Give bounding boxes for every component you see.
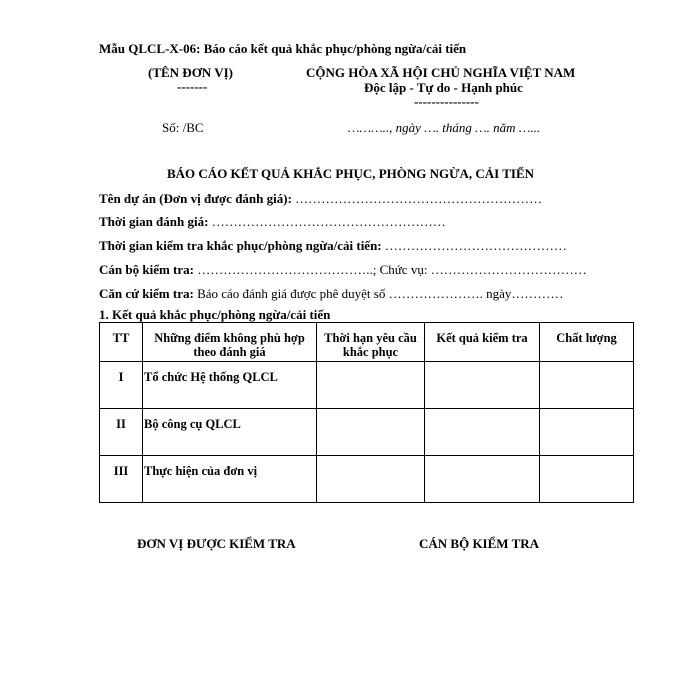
row-number: I <box>100 362 143 409</box>
signature-left: ĐƠN VỊ ĐƯỢC KIỂM TRA <box>137 536 296 551</box>
signature-right: CÁN BỘ KIỂM TRA <box>419 536 540 551</box>
column-header-nonconformity: Những điểm không phù hợp theo đánh giá <box>143 323 317 362</box>
row-item: Thực hiện của đơn vị <box>143 456 317 503</box>
eval-time-dots: ……………………………………………… <box>208 214 446 229</box>
row-item: Tổ chức Hệ thống QLCL <box>143 362 317 409</box>
result-cell[interactable] <box>425 456 540 503</box>
project-field <box>99 191 542 207</box>
table-row <box>100 409 634 456</box>
basis-label: Căn cứ kiểm tra: <box>99 286 194 301</box>
position-label: Chức vụ: <box>376 262 428 277</box>
position-dots: ……………………………… <box>427 262 587 277</box>
inspector-label: Cán bộ kiểm tra: <box>99 262 194 277</box>
eval-time-field <box>99 214 446 230</box>
eval-time-label: Thời gian đánh giá: <box>99 214 209 229</box>
check-time-field <box>99 238 567 254</box>
table-row <box>100 362 634 409</box>
row-number: III <box>100 456 143 503</box>
inspector-field <box>99 262 587 278</box>
motto-divider: --------------- <box>414 94 479 109</box>
basis-field <box>99 286 563 302</box>
quality-cell[interactable] <box>540 362 634 409</box>
row-number: II <box>100 409 143 456</box>
unit-divider: ------- <box>177 79 208 94</box>
unit-name: (TÊN ĐƠN VỊ) <box>148 65 233 80</box>
quality-cell[interactable] <box>540 409 634 456</box>
column-header-result: Kết quả kiểm tra <box>425 323 540 362</box>
column-header-quality: Chất lượng <box>540 323 634 362</box>
report-title: BÁO CÁO KẾT QUẢ KHẮC PHỤC, PHÒNG NGỪA, CẢI TIẾN <box>167 166 535 181</box>
section-heading: 1. Kết quả khắc phục/phòng ngừa/cải tiến <box>99 307 331 322</box>
form-code: Mẫu QLCL-X-06: Báo cáo kết quả khắc phục/phòng ngừa/cải tiến <box>99 41 467 56</box>
deadline-cell[interactable] <box>317 456 425 503</box>
result-cell[interactable] <box>425 409 540 456</box>
results-table <box>99 322 634 503</box>
check-time-dots: …………………………………… <box>381 238 567 253</box>
check-time-label: Thời gian kiểm tra khắc phục/phòng ngừa/cải tiến: <box>99 238 382 253</box>
column-header-tt: TT <box>100 323 143 362</box>
national-motto: Độc lập - Tự do - Hạnh phúc <box>364 80 523 95</box>
result-cell[interactable] <box>425 362 540 409</box>
deadline-cell[interactable] <box>317 362 425 409</box>
row-item: Bộ công cụ QLCL <box>143 409 317 456</box>
project-label: Tên dự án (Đơn vị được đánh giá): <box>99 191 292 206</box>
project-dots: ………………………………………………… <box>291 191 543 206</box>
table-header-row <box>100 323 634 362</box>
date-line: ……….., ngày …. tháng …. năm …... <box>348 120 541 135</box>
basis-text: Báo cáo đánh giá được phê duyệt số …………………. ngày………… <box>193 286 564 301</box>
inspector-dots: …………………………………..; <box>193 262 377 277</box>
deadline-cell[interactable] <box>317 409 425 456</box>
quality-cell[interactable] <box>540 456 634 503</box>
country-name: CỘNG HÒA XÃ HỘI CHỦ NGHĨA VIỆT NAM <box>306 65 576 80</box>
document-number: Số: /BC <box>162 120 204 135</box>
column-header-deadline: Thời hạn yêu cầu khắc phục <box>317 323 425 362</box>
table-row <box>100 456 634 503</box>
